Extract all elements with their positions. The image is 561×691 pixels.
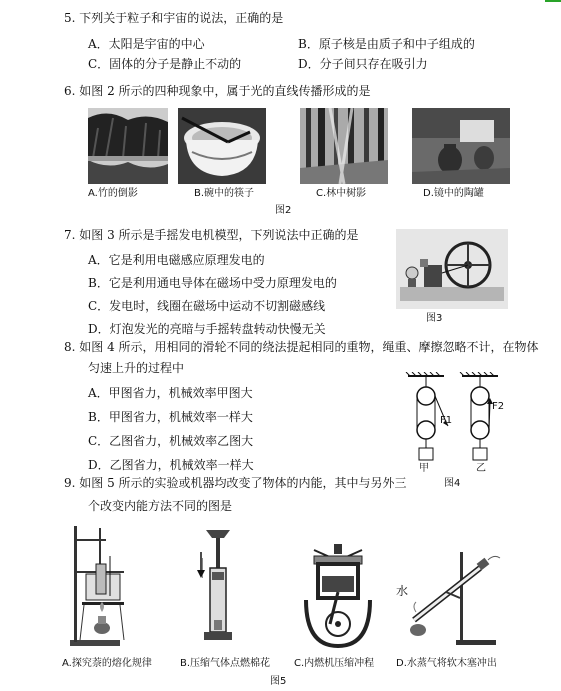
page-edge-mark [545,0,561,2]
q8-stem-line2: 匀速上升的过程中 [88,361,185,375]
engine-compression-stroke [296,540,380,650]
q7-option-d: D．灯泡发光的亮暗与手摇转盘转动快慢无关 [88,322,326,336]
bamboo-reflection-photo [88,108,168,184]
water-label: 水 [396,584,409,598]
q6-caption-b: B.碗中的筷子 [194,188,255,199]
figure-5-label: 图5 [270,676,287,687]
pulley-f1-label: F1 [440,415,453,426]
figure-3-label: 图3 [426,313,443,324]
q5-option-d: D．分子间只存在吸引力 [298,57,428,71]
q8-option-d: D．乙图省力，机械效率一样大 [88,458,254,472]
q9-caption-b: B.压缩气体点燃棉花 [180,658,271,669]
pulley-f2-label: F2 [492,401,505,412]
pulley-yi-label: 乙 [476,463,486,474]
naphthalene-melting-apparatus [62,520,152,650]
q7-option-c: C．发电时，线圈在磁场中运动不切割磁感线 [88,299,326,313]
q9-stem-line1: 9. 如图 5 所示的实验或机器均改变了物体的内能，其中与另外三 [64,476,407,490]
q7-stem: 7. 如图 3 所示是手摇发电机模型，下列说法中正确的是 [64,228,359,242]
q6-caption-c: C.林中树影 [316,188,367,199]
pulley-jia-label: 甲 [419,463,429,474]
pulley-diagram [398,372,514,476]
q5-option-a: A．太阳是宇宙的中心 [88,37,205,51]
q5-option-b: B．原子核是由质子和中子组成的 [298,37,475,51]
q5-stem: 5. 下列关于粒子和宇宙的说法，正确的是 [64,11,284,25]
q8-stem-line1: 8. 如图 4 所示，用相同的滑轮不同的绕法提起相同的重物，绳重、摩擦忽略不计，在物体 [64,340,539,354]
figure-4-label: 图4 [444,478,461,489]
down-arrow-icon [196,550,206,580]
q9-caption-a: A.探究萘的熔化规律 [62,658,152,669]
q7-option-a: A．它是利用电磁感应原理发电的 [88,253,265,267]
q9-caption-c: C.内燃机压缩冲程 [294,658,375,669]
mirror-jar-photo [412,108,510,184]
q5-option-c: C．固体的分子是静止不动的 [88,57,242,71]
compression-syringe [202,528,242,650]
q7-option-b: B．它是利用通电导体在磁场中受力原理发电的 [88,276,337,290]
hand-generator-photo [396,229,508,309]
q8-option-b: B．甲图省力，机械效率一样大 [88,410,253,424]
forest-shadow-photo [300,108,388,184]
q8-option-c: C．乙图省力，机械效率乙图大 [88,434,254,448]
steam-cork-apparatus [396,552,504,648]
q9-stem-line2: 个改变内能方法不同的图是 [88,499,233,513]
bowl-chopsticks-photo [178,108,266,184]
q9-caption-d: D.水蒸气将软木塞冲出 [396,658,497,669]
q8-option-a: A．甲图省力，机械效率甲图大 [88,386,253,400]
q6-stem: 6. 如图 2 所示的四种现象中，属于光的直线传播形成的是 [64,84,371,98]
q6-caption-d: D.镜中的陶罐 [423,188,484,199]
figure-2-label: 图2 [275,205,292,216]
q6-caption-a: A.竹的倒影 [88,188,138,199]
